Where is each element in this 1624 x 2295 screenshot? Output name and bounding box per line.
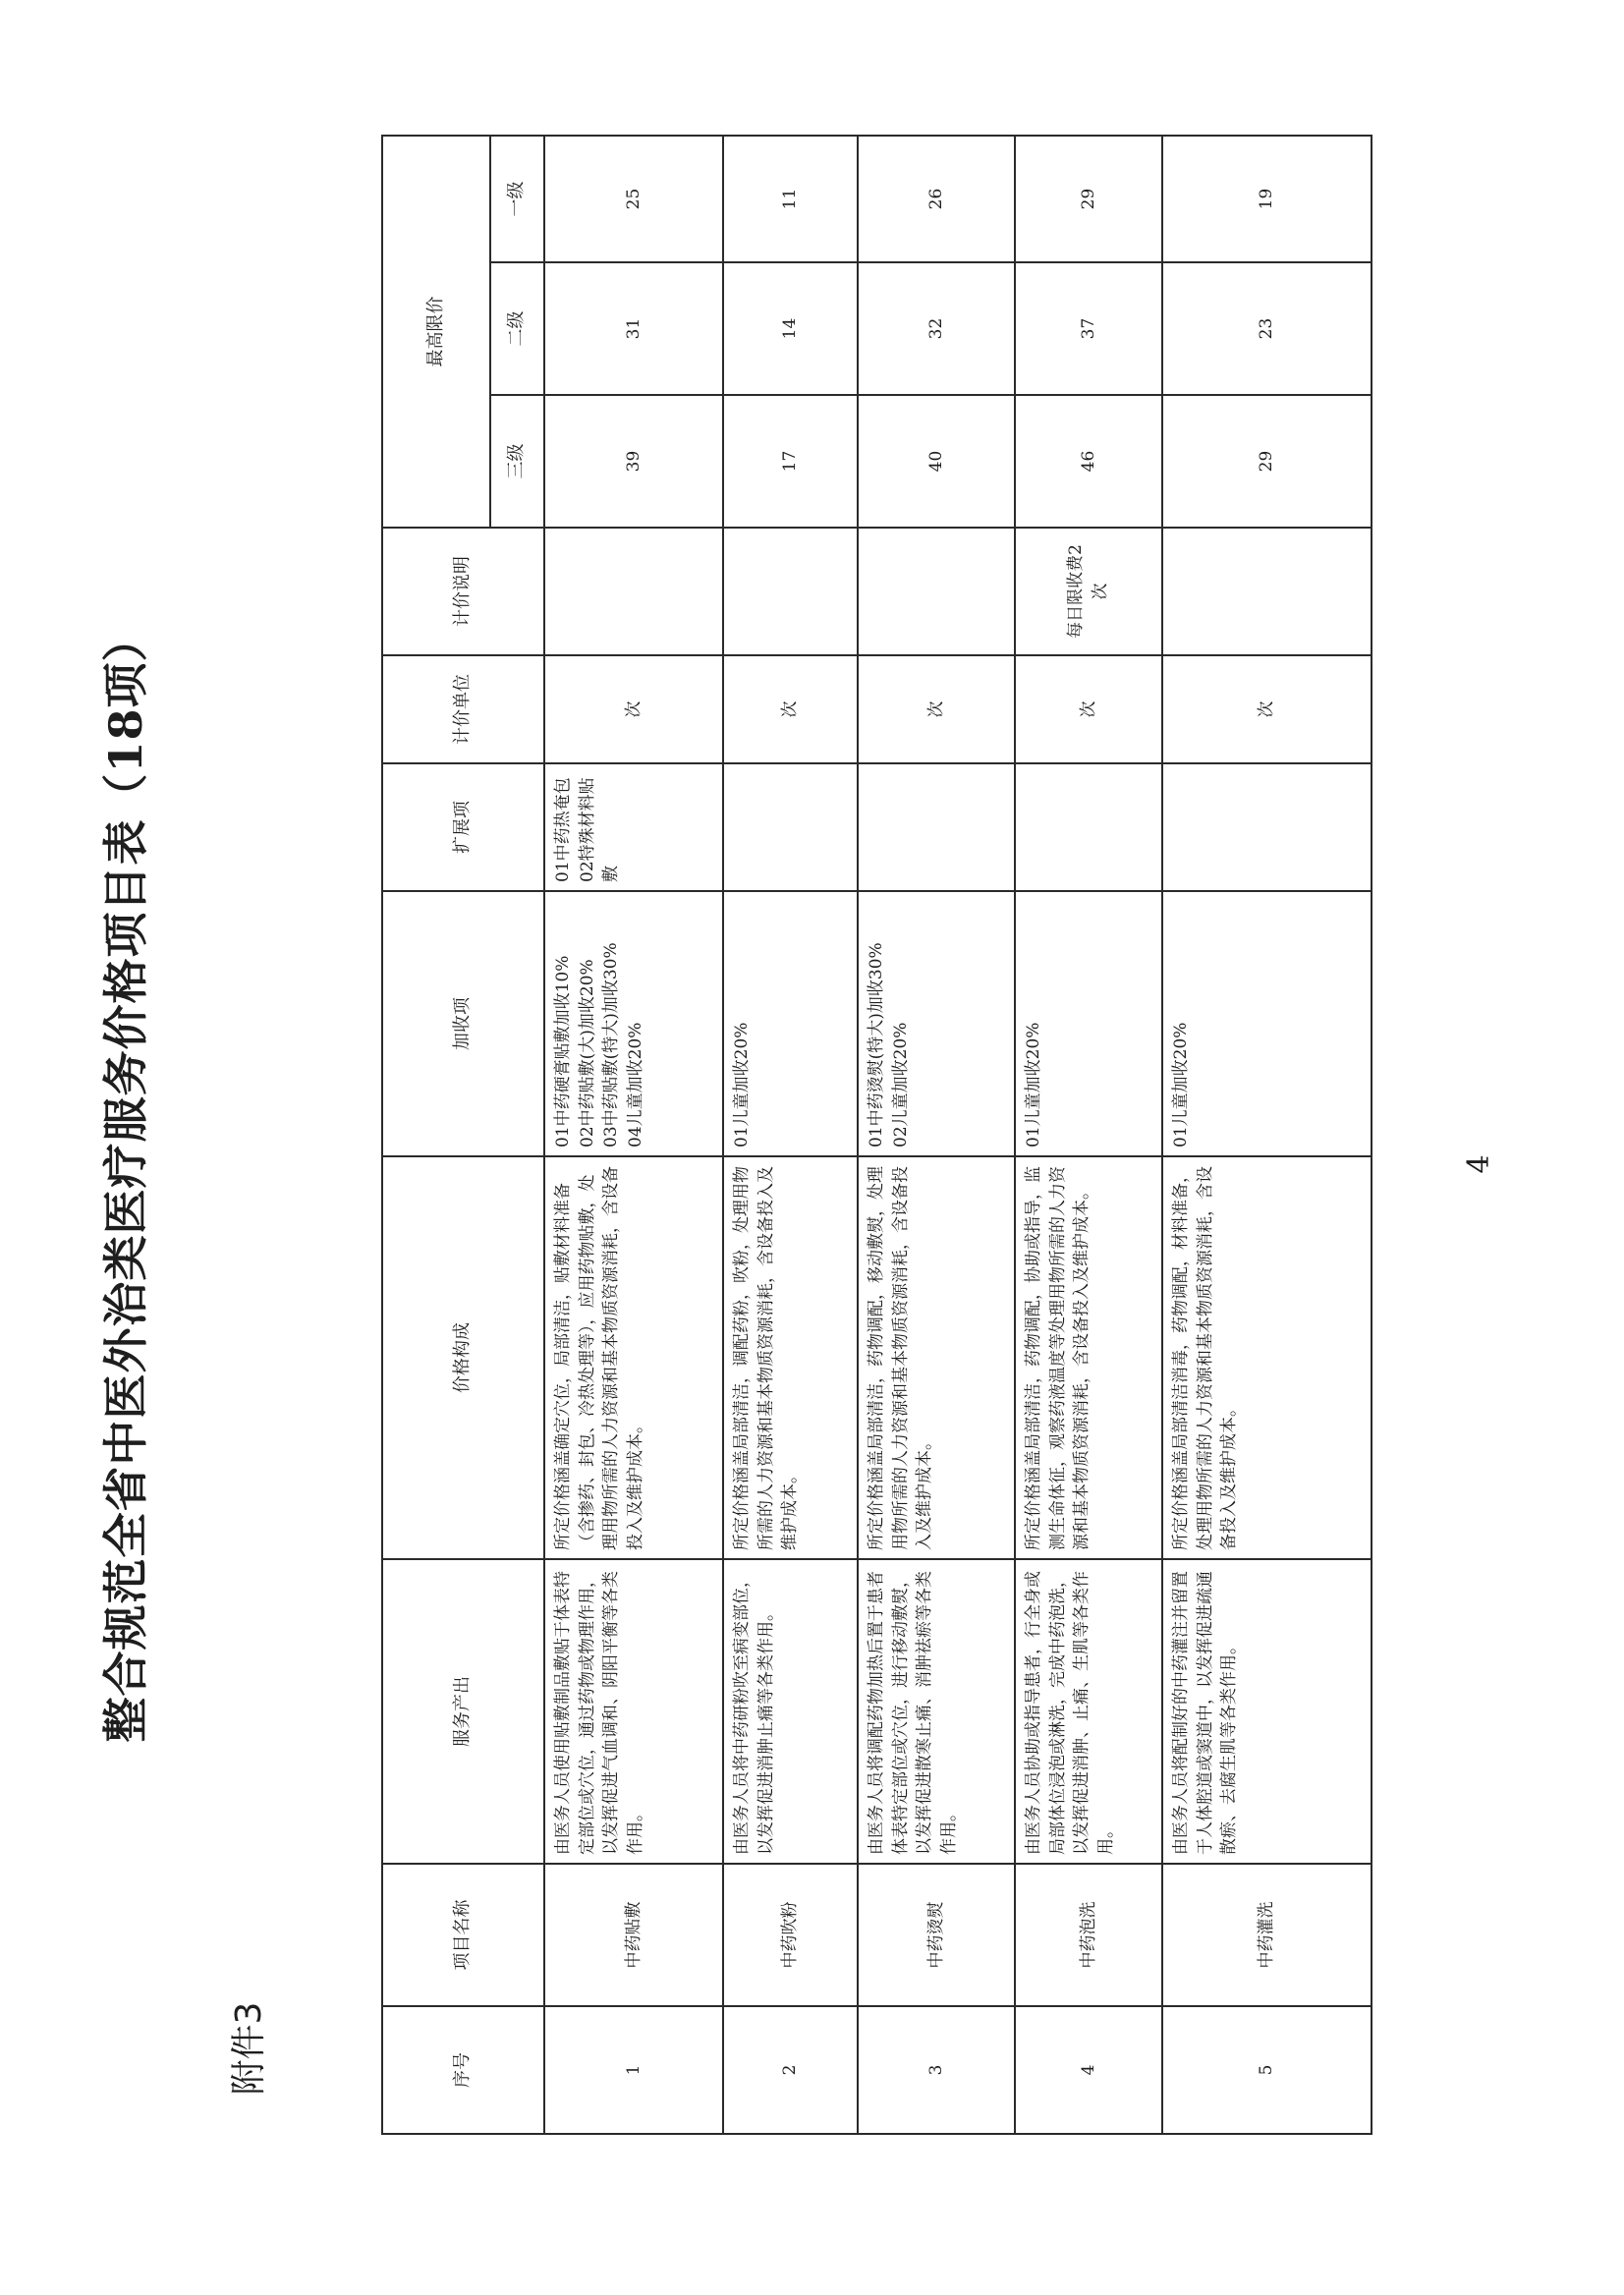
row-level1: 25	[544, 136, 723, 262]
row-unit: 次	[723, 655, 858, 763]
row-surcharge: 01中药烫熨(特大)加收30% 02儿童加收20%	[858, 891, 1015, 1156]
row-unit: 次	[1162, 655, 1372, 763]
row-output: 由医务人员将配制好的中药灌注并留置于人体腔道或窦道中，以发挥促进疏通散瘀、去腐生肌等各类作用。	[1162, 1559, 1372, 1864]
header-level2: 二级	[490, 262, 544, 395]
row-level3: 46	[1015, 395, 1162, 528]
row-price-composition: 所定价格涵盖局部清洁，药物调配，协助或指导，监测生命体征，观察药液温度等处理用物所需的人力资源和基本物质资源消耗，含设备投入及维护成本。	[1015, 1156, 1162, 1559]
row-surcharge: 01儿童加收20%	[1015, 891, 1162, 1156]
row-output: 由医务人员将调配药物加热后置于患者体表特定部位或穴位，进行移动敷熨，以发挥促进散寒止痛、消肿祛瘀等各类作用。	[858, 1559, 1015, 1864]
row-extension	[858, 763, 1015, 891]
row-extension	[1015, 763, 1162, 891]
row-name: 中药烫熨	[858, 1864, 1015, 2006]
row-extension	[723, 763, 858, 891]
header-level1: 一级	[490, 136, 544, 262]
header-max-price: 最高限价	[382, 136, 490, 528]
header-level3: 三级	[490, 395, 544, 528]
row-no: 5	[1162, 2006, 1372, 2134]
row-level1: 29	[1015, 136, 1162, 262]
header-extension: 扩展项	[382, 763, 544, 891]
attachment-label: 附件3	[228, 2001, 269, 2096]
row-price-composition: 所定价格涵盖局部清洁消毒，药物调配，材料准备，处理用物所需的人力资源和基本物质资源消耗，含设备投入及维护成本。	[1162, 1156, 1372, 1559]
row-pricing-note	[544, 528, 723, 655]
header-name: 项目名称	[382, 1864, 544, 2006]
row-unit: 次	[858, 655, 1015, 763]
table-row	[1015, 136, 1162, 2134]
row-extension	[1162, 763, 1372, 891]
row-pricing-note: 每日限收费2次	[1015, 528, 1162, 655]
row-level3: 39	[544, 395, 723, 528]
table-row	[1162, 136, 1372, 2134]
row-level3: 40	[858, 395, 1015, 528]
row-no: 2	[723, 2006, 858, 2134]
row-name: 中药吹粉	[723, 1864, 858, 2006]
row-surcharge: 01儿童加收20%	[1162, 891, 1372, 1156]
header-unit: 计价单位	[382, 655, 544, 763]
row-level3: 29	[1162, 395, 1372, 528]
row-no: 3	[858, 2006, 1015, 2134]
row-name: 中药泡洗	[1015, 1864, 1162, 2006]
table-row	[858, 136, 1015, 2134]
header-no: 序号	[382, 2006, 544, 2134]
header-price-composition: 价格构成	[382, 1156, 544, 1559]
price-table	[381, 135, 1372, 2135]
row-level1: 26	[858, 136, 1015, 262]
row-surcharge: 01中药硬膏贴敷加收10% 02中药贴敷(大)加收20% 03中药贴敷(特大)加收30% 04儿童加收20%	[544, 891, 723, 1156]
price-table-container	[381, 137, 1371, 2135]
row-no: 4	[1015, 2006, 1162, 2134]
row-level1: 19	[1162, 136, 1372, 262]
table-row	[723, 136, 858, 2134]
row-level2: 14	[723, 262, 858, 395]
row-level2: 32	[858, 262, 1015, 395]
row-output: 由医务人员使用贴敷制品敷贴于体表特定部位或穴位，通过药物或物理作用，以发挥促进气血调和、阴阳平衡等各类作用。	[544, 1559, 723, 1864]
row-level2: 23	[1162, 262, 1372, 395]
row-output: 由医务人员将中药研粉吹至病变部位，以发挥促进消肿止痛等各类作用。	[723, 1559, 858, 1864]
row-name: 中药灌洗	[1162, 1864, 1372, 2006]
row-pricing-note	[858, 528, 1015, 655]
document-title: 整合规范全省中医外治类医疗服务价格项目表（18项）	[99, 615, 152, 1743]
row-level2: 37	[1015, 262, 1162, 395]
row-level1: 11	[723, 136, 858, 262]
page-number: 4	[1461, 1154, 1496, 1174]
row-price-composition: 所定价格涵盖确定穴位，局部清洁，贴敷材料准备（含掺药、封包、冷热处理等），应用药物贴敷，处理用物所需的人力资源和基本物质资源消耗，含设备投入及维护成本。	[544, 1156, 723, 1559]
row-extension: 01中药热奄包 02特殊材料贴敷	[544, 763, 723, 891]
table-row	[544, 136, 723, 2134]
row-unit: 次	[544, 655, 723, 763]
header-output: 服务产出	[382, 1559, 544, 1864]
row-surcharge: 01儿童加收20%	[723, 891, 858, 1156]
row-unit: 次	[1015, 655, 1162, 763]
row-output: 由医务人员协助或指导患者，行全身或局部体位浸泡或淋洗，完成中药泡洗，以发挥促进消肿、止痛、生肌等各类作用。	[1015, 1559, 1162, 1864]
row-name: 中药贴敷	[544, 1864, 723, 2006]
header-surcharge: 加收项	[382, 891, 544, 1156]
row-level3: 17	[723, 395, 858, 528]
row-no: 1	[544, 2006, 723, 2134]
row-pricing-note	[1162, 528, 1372, 655]
row-price-composition: 所定价格涵盖局部清洁，药物调配，移动敷熨，处理用物所需的人力资源和基本物质资源消耗，含设备投入及维护成本。	[858, 1156, 1015, 1559]
row-price-composition: 所定价格涵盖局部清洁，调配药粉，吹粉，处理用物所需的人力资源和基本物质资源消耗，含设备投入及维护成本。	[723, 1156, 858, 1559]
row-level2: 31	[544, 262, 723, 395]
row-pricing-note	[723, 528, 858, 655]
header-pricing-note: 计价说明	[382, 528, 544, 655]
